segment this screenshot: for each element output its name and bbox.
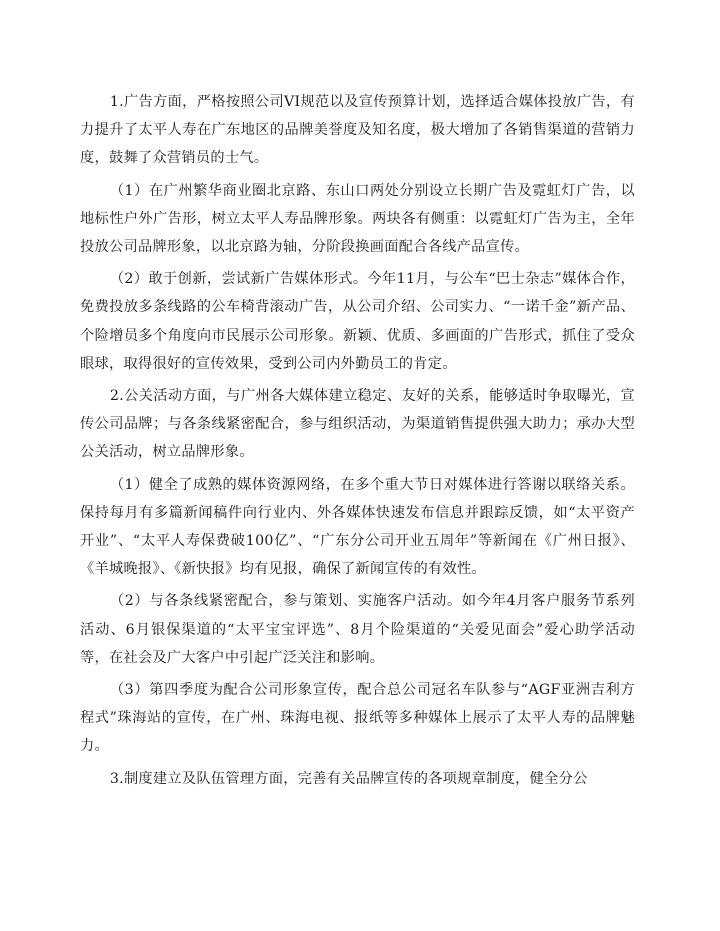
paragraph-advertising-item-1: （1）在广州繁华商业圈北京路、东山口两处分别设立长期广告及霓虹灯广告，以地标性户外广告形，树立太平人寿品牌形象。两块各有侧重：以霓虹灯广告为主，全年投放公司品牌形象，以北京路为轴，分阶段换画面配合各线产品宣传。 xyxy=(80,182,635,256)
paragraph-pr-item-1: （1）健全了成熟的媒体资源网络，在多个重大节日对媒体进行答谢以联络关系。保持每月有多篇新闻稿件向行业内、外各媒体快速发布信息并跟踪反馈，如“太平资产开业”、“太平人寿保费破100亿”、“广东分公司开业五周年”等新闻在《广州日报》、《羊城晚报》、《新快报》均有见报，确保了新闻宣传的有效性。 xyxy=(80,476,635,578)
document-body xyxy=(80,88,635,797)
paragraph-advertising-item-2: （2）敢于创新，尝试新广告媒体形式。今年11月，与公车“巴士杂志”媒体合作，免费投放多条线路的公车椅背滚动广告，从公司介绍、公司实力、“一诺千金”新产品、个险增员多个角度向市民展示公司形象。新颖、优质、多画面的广告形式，抓住了受众眼球，取得很好的宣传效果，受到公司内外勤员工的肯定。 xyxy=(80,271,635,372)
paragraph-public-relations: 2.公关活动方面，与广州各大媒体建立稳定、友好的关系，能够适时争取曝光，宣传公司品牌；与各条线紧密配合，参与组织活动，为渠道销售提供强大助力；承办大型公关活动，树立品牌形象。 xyxy=(80,388,635,461)
paragraph-pr-item-3: （3）第四季度为配合公司形象宣传，配合总公司冠名车队参与“AGF亚洲吉利方程式”珠海站的宣传，在广州、珠海电视、报纸等多种媒体上展示了太平人寿的品牌魅力。 xyxy=(80,682,635,755)
paragraph-pr-item-2: （2）与各条线紧密配合，参与策划、实施客户活动。如今年4月客户服务节系列活动、6月银保渠道的“太平宝宝评选”、8月个险渠道的“关爱见面会”爱心助学活动等，在社会及广大客户中引起广泛关注和影响。 xyxy=(80,593,635,666)
paragraph-system-management: 3.制度建立及队伍管理方面，完善有关品牌宣传的各项规章制度，健全分公 xyxy=(109,770,588,787)
paragraph-advertising: 1.广告方面，严格按照公司VI规范以及宣传预算计划，选择适合媒体投放广告，有力提升了太平人寿在广东地区的品牌美誉度及知名度，极大增加了各销售渠道的营销力度，鼓舞了众营销员的士气。 xyxy=(80,94,635,167)
